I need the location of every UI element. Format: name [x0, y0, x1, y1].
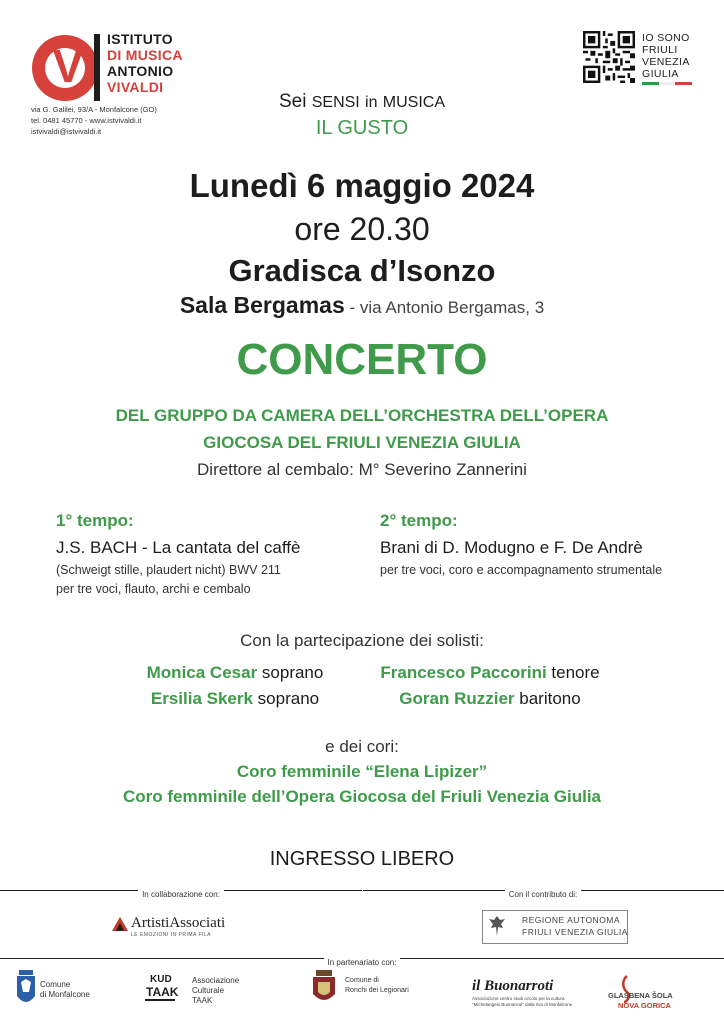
kud-logo-line1: KUD — [150, 974, 172, 985]
event-city: Gradisca d’Isonzo — [228, 253, 496, 288]
artisti-associati-icon — [112, 917, 128, 931]
series-sei: Sei — [278, 91, 307, 112]
taak-line3: TAAK — [192, 996, 213, 1005]
taak-line1: Associazione — [192, 976, 240, 985]
buonarroti-tag1: Associazione centro studi circolo per la cultura — [472, 996, 565, 1001]
glasbena-line2: NOVA GORICA — [618, 1001, 671, 1010]
institute-phone-web[interactable]: tel. 0481 45770 - www.istvivaldi.it — [31, 116, 142, 125]
soloist-role: baritono — [514, 689, 581, 708]
event-venue-address: - via Antonio Bergamas, 3 — [344, 298, 545, 317]
institute-name-line3: ANTONIO — [107, 63, 174, 79]
kud-logo-underline — [145, 999, 175, 1001]
soloist-item — [130, 662, 340, 684]
choirs-intro: e dei cori: — [325, 737, 399, 756]
collab-label: In collaborazione con: — [138, 890, 224, 899]
kud-logo-line2: TAAK — [146, 985, 179, 999]
regione-line2: FRIULI VENEZIA GIULIA — [522, 927, 628, 937]
italian-flag-stripe — [642, 82, 692, 85]
institute-name-line4: VIVALDI — [107, 79, 164, 95]
institute-name-line2: DI MUSICA — [107, 47, 183, 63]
ronchi-crest-icon — [312, 970, 336, 1008]
institute-address: via G. Galilei, 93/A - Monfalcone (GO) — [31, 105, 157, 114]
soloist-name: Ersilia Skerk — [150, 689, 253, 708]
eagle-icon — [488, 914, 506, 938]
regione-line1: REGIONE AUTONOMA — [522, 915, 621, 925]
series-in: in — [365, 94, 378, 111]
partner-label: In partenariato con: — [324, 958, 401, 967]
monfalcone-line2: di Monfalcone — [40, 990, 90, 999]
footer-gap — [362, 890, 363, 952]
soloist-role: soprano — [252, 689, 320, 708]
artisti-associati-logo: ArtistiAssociati — [131, 915, 226, 931]
event-time: ore 20.30 — [294, 211, 430, 247]
fvg-text-line1: IO SONO — [642, 32, 690, 44]
soloist-name: Monica Cesar — [146, 663, 258, 682]
buonarroti-tag2: "Michelangelo Buonarroti" dalla riva di Monfalcone — [472, 1002, 573, 1007]
part1-label: 1° tempo: — [56, 511, 134, 530]
soloist-role: soprano — [257, 663, 324, 682]
event-venue-line — [0, 289, 724, 325]
glasbena-line1: GLASBENA ŠOLA — [608, 991, 673, 1000]
ronchi-line1: Comune di — [345, 977, 379, 984]
admission: INGRESSO LIBERO — [269, 848, 455, 870]
event-venue: Sala Bergamas — [179, 292, 345, 318]
partner-label-wrap — [0, 952, 724, 970]
artisti-associati-tag: LE EMOZIONI IN PRIMA FILA — [131, 932, 212, 938]
fvg-text-line3: VENEZIA — [642, 56, 690, 68]
choir2: Coro femminile dell’Opera Giocosa del Friuli Venezia Giulia — [122, 787, 602, 806]
part2-label: 2° tempo: — [380, 511, 458, 530]
series-theme: IL GUSTO — [315, 117, 409, 139]
choir1: Coro femminile “Elena Lipizer” — [236, 762, 488, 781]
event-date: Lunedì 6 maggio 2024 — [189, 167, 535, 204]
contrib-label-wrap — [362, 884, 724, 902]
contrib-label: Con il contributo di: — [505, 890, 581, 899]
monfalcone-line1: Comune — [40, 980, 71, 989]
series-title — [0, 90, 724, 115]
part2-detail1: per tre voci, coro e accompagnamento strumentale — [380, 563, 663, 577]
institute-name-line1: ISTITUTO — [107, 31, 173, 47]
part2-title: Brani di D. Modugno e F. De Andrè — [380, 538, 643, 557]
qr-code-icon — [583, 31, 635, 83]
fvg-text-line4: GIULIA — [642, 68, 679, 80]
ensemble-line2: GIOCOSA DEL FRIULI VENEZIA GIULIA — [203, 433, 521, 452]
soloist-item — [360, 688, 620, 710]
soloist-role: tenore — [546, 663, 600, 682]
monfalcone-crest-icon — [16, 970, 36, 1010]
series-musica: MUSICA — [382, 94, 445, 111]
concert-title: CONCERTO — [236, 335, 488, 384]
soloist-name: Goran Ruzzier — [399, 689, 515, 708]
taak-line2: Culturale — [192, 986, 225, 995]
director: Direttore al cembalo: M° Severino Zannerini — [197, 460, 527, 479]
collab-label-wrap — [0, 884, 362, 902]
institute-logo-letter: V — [52, 40, 84, 92]
fvg-text-line2: FRIULI — [642, 44, 678, 56]
ronchi-line2: Ronchi dei Legionari — [345, 987, 409, 994]
part1-detail1: (Schweigt stille, plaudert nicht) BWV 211 — [56, 563, 281, 577]
soloist-item — [130, 688, 340, 710]
buonarroti-logo: il Buonarroti — [472, 978, 554, 994]
soloist-name: Francesco Paccorini — [380, 663, 547, 682]
part1-detail2: per tre voci, flauto, archi e cembalo — [56, 582, 251, 596]
part1-title: J.S. BACH - La cantata del caffè — [56, 538, 301, 557]
soloist-item — [360, 662, 620, 684]
ensemble-line1: DEL GRUPPO DA CAMERA DELL’ORCHESTRA DELL’OPERA — [115, 406, 609, 425]
series-sensi: SENSI — [311, 94, 360, 111]
soloists-intro: Con la partecipazione dei solisti: — [240, 631, 484, 650]
institute-email[interactable]: istvivaldi@istvivaldi.it — [31, 127, 102, 136]
